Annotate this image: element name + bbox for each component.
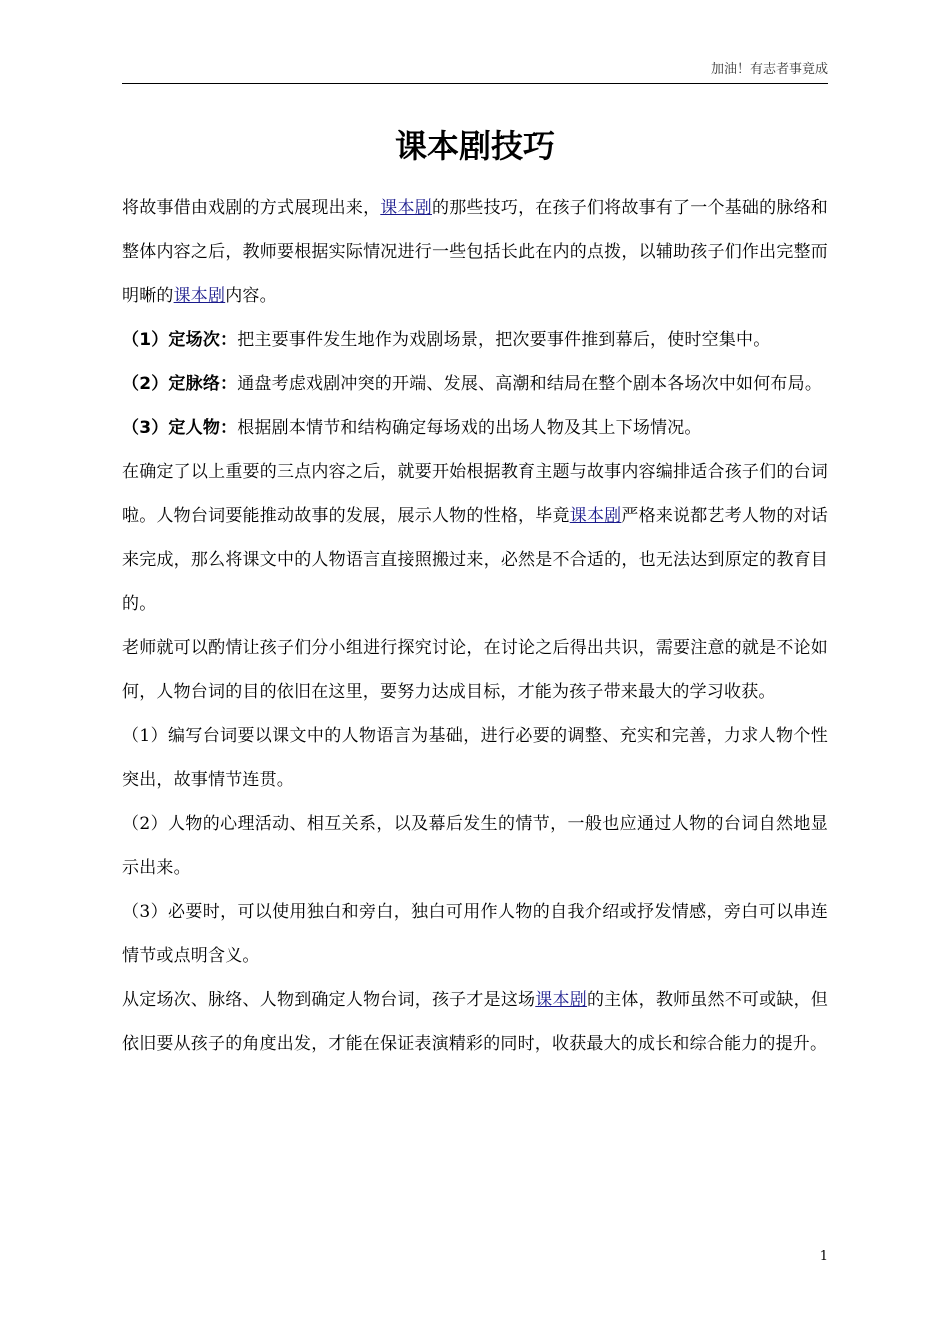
paragraph-intro bbox=[122, 186, 828, 318]
header-tagline: 加油！有志者事竟成 bbox=[710, 62, 828, 77]
document-body bbox=[122, 186, 828, 1066]
paragraph-characters bbox=[122, 406, 828, 450]
link-kebenju[interactable]: 课本剧 bbox=[569, 506, 622, 526]
paragraph-rule-1: （1）编写台词要以课文中的人物语言为基础，进行必要的调整、充实和完善，力求人物个性突出，故事情节连贯。 bbox=[122, 726, 828, 790]
paragraph-scene bbox=[122, 318, 828, 362]
text-run: 通盘考虑戏剧冲突的开端、发展、高潮和结局在整个剧本各场次中如何布局。 bbox=[237, 374, 823, 394]
paragraph-dialogue bbox=[122, 450, 828, 626]
text-run: 将故事借由戏剧的方式展现出来， bbox=[122, 198, 381, 218]
paragraph-conclusion bbox=[122, 978, 828, 1066]
text-run: 内容。 bbox=[225, 286, 277, 306]
header-divider bbox=[122, 83, 828, 84]
link-kebenju[interactable]: 课本剧 bbox=[535, 990, 587, 1010]
paragraph-rule-2: （2）人物的心理活动、相互关系，以及幕后发生的情节，一般也应通过人物的台词自然地显示出来。 bbox=[122, 814, 828, 878]
text-run: 的主体，教师虽然不可或缺，但依旧要从孩子的角度出发，才能在保证表演精彩的同时，收获最大的成长和综合能力的提升。 bbox=[122, 990, 828, 1054]
link-kebenju[interactable]: 课本剧 bbox=[173, 286, 226, 306]
link-kebenju[interactable]: 课本剧 bbox=[380, 198, 432, 218]
document-title: 课本剧技巧 bbox=[394, 127, 555, 165]
text-run: 在确定了以上重要的三点内容之后，就要开始根据教育主题与故事内容编排适合孩子们的台词啦。人物台词要能推动故事的发展，展示人物的性格，毕竟 bbox=[122, 462, 828, 526]
paragraph-discussion: 老师就可以酌情让孩子们分小组进行探究讨论，在讨论之后得出共识，需要注意的就是不论如何，人物台词的目的依旧在这里，要努力达成目标，才能为孩子带来最大的学习收获。 bbox=[122, 638, 828, 702]
term-label: （2）定脉络： bbox=[122, 374, 238, 394]
page-number: 1 bbox=[819, 1249, 828, 1264]
paragraph-rule-3: （3）必要时，可以使用独白和旁白，独白可用作人物的自我介绍或抒发情感，旁白可以串连情节或点明含义。 bbox=[122, 902, 828, 966]
term-label: （3）定人物： bbox=[122, 418, 238, 438]
text-run: 的那些技巧，在孩子们将故事有了一个基础的脉络和整体内容之后，教师要根据实际情况进行一些包括长此在内的点拨，以辅助孩子们作出完整而明晰的 bbox=[122, 198, 828, 306]
paragraph-structure bbox=[122, 362, 828, 406]
page-header bbox=[122, 60, 828, 80]
text-run: 把主要事件发生地作为戏剧场景，把次要事件推到幕后，使时空集中。 bbox=[237, 330, 771, 350]
term-label: （1）定场次： bbox=[122, 330, 238, 350]
text-run: 严格来说都艺考人物的对话来完成，那么将课文中的人物语言直接照搬过来，必然是不合适的，也无法达到原定的教育目的。 bbox=[122, 506, 829, 614]
text-run: 从定场次、脉络、人物到确定人物台词，孩子才是这场 bbox=[122, 990, 536, 1010]
text-run: 根据剧本情节和结构确定每场戏的出场人物及其上下场情况。 bbox=[237, 418, 702, 438]
